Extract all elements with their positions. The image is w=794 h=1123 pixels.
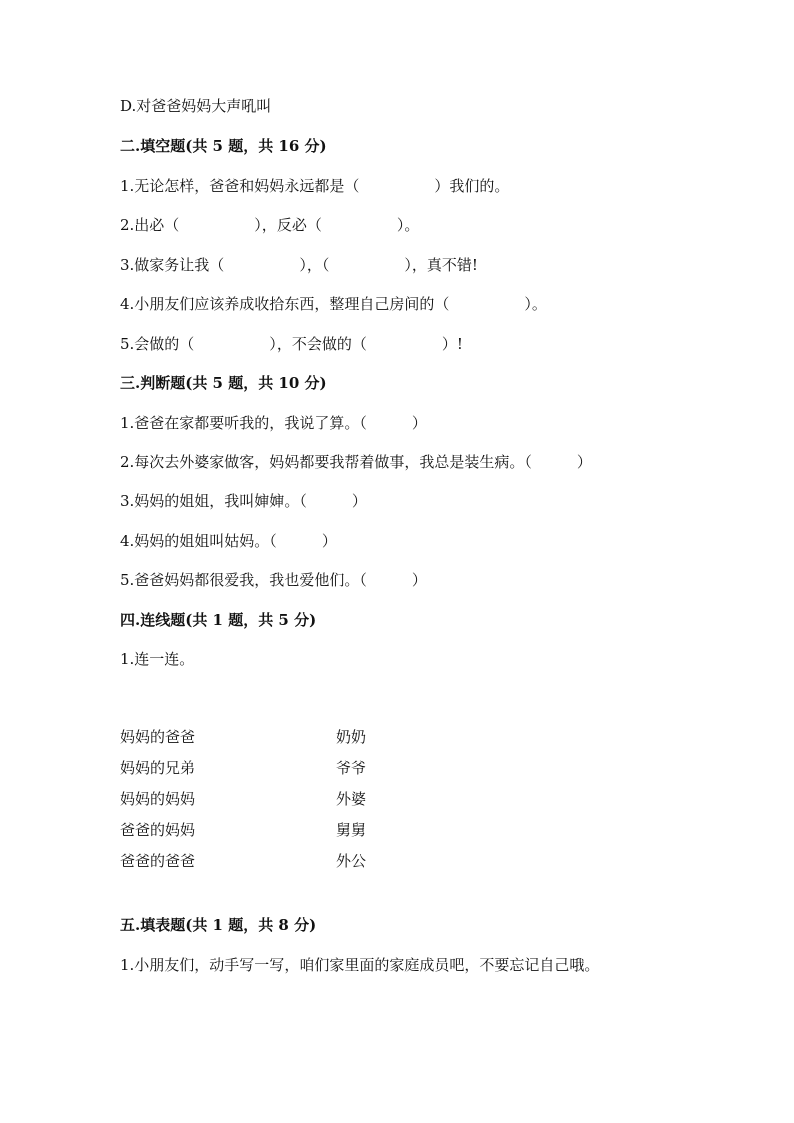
matching-right-item: 奶奶 bbox=[336, 728, 367, 746]
section-fill-blank-heading: 二.填空题(共 5 题，共 16 分) bbox=[120, 137, 327, 155]
section-true-false-heading: 三.判断题(共 5 题，共 10 分) bbox=[120, 374, 327, 392]
matching-left-item: 妈妈的爸爸 bbox=[120, 728, 196, 746]
true-false-question-3: 3.妈妈的姐姐，我叫婶婶。（ ） bbox=[120, 492, 367, 510]
matching-left-item: 爸爸的妈妈 bbox=[120, 821, 196, 839]
fill-blank-question-5: 5.会做的（ ），不会做的（ ）! bbox=[120, 335, 463, 353]
fill-blank-question-1: 1.无论怎样，爸爸和妈妈永远都是（ ）我们的。 bbox=[120, 177, 510, 195]
matching-right-item: 爷爷 bbox=[336, 759, 367, 777]
matching-right-item: 舅舅 bbox=[336, 821, 367, 839]
matching-left-item: 妈妈的兄弟 bbox=[120, 759, 196, 777]
option-d: D.对爸爸妈妈大声吼叫 bbox=[120, 97, 272, 115]
fill-blank-question-3: 3.做家务让我（ ），（ ），真不错! bbox=[120, 256, 478, 274]
matching-left-item: 爸爸的爸爸 bbox=[120, 852, 196, 870]
matching-right-item: 外公 bbox=[336, 852, 367, 870]
true-false-question-2: 2.每次去外婆家做客，妈妈都要我帮着做事，我总是装生病。（ ） bbox=[120, 453, 592, 471]
matching-right-item: 外婆 bbox=[336, 790, 367, 808]
section-matching-heading: 四.连线题(共 1 题，共 5 分) bbox=[120, 611, 317, 629]
true-false-question-5: 5.爸爸妈妈都很爱我，我也爱他们。（ ） bbox=[120, 571, 427, 589]
fill-blank-question-4: 4.小朋友们应该养成收拾东西，整理自己房间的（ ）。 bbox=[120, 295, 547, 313]
matching-left-item: 妈妈的妈妈 bbox=[120, 790, 196, 808]
true-false-question-1: 1.爸爸在家都要听我的，我说了算。（ ） bbox=[120, 414, 427, 432]
true-false-question-4: 4.妈妈的姐姐叫姑妈。（ ） bbox=[120, 532, 337, 550]
matching-question-1: 1.连一连。 bbox=[120, 650, 195, 668]
table-question-1: 1.小朋友们，动手写一写，咱们家里面的家庭成员吧，不要忘记自己哦。 bbox=[120, 956, 600, 974]
section-table-heading: 五.填表题(共 1 题，共 8 分) bbox=[120, 916, 317, 934]
fill-blank-question-2: 2.出必（ ），反必（ ）。 bbox=[120, 216, 420, 234]
